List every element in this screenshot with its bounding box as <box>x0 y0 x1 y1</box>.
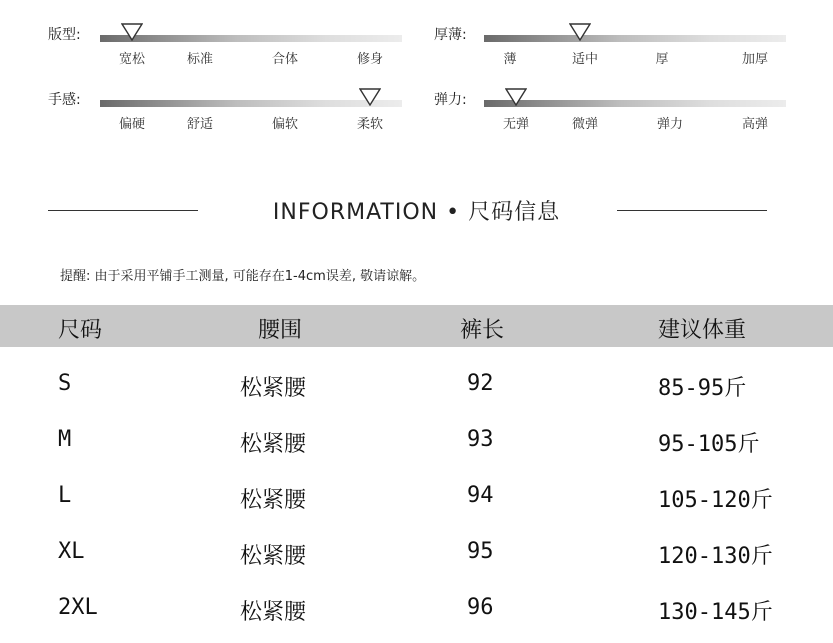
rating-feel <box>48 89 408 149</box>
length-cell: 92 <box>467 371 494 396</box>
rating-bar <box>484 100 786 107</box>
waist-cell: 松紧腰 <box>240 544 307 569</box>
divider-left <box>48 210 198 211</box>
measurement-note: 提醒: 由于采用平铺手工测量, 可能存在1-4cm误差, 敬请谅解。 <box>60 269 426 284</box>
size-cell: XL <box>58 539 85 564</box>
divider-right <box>617 210 767 211</box>
rating-bar <box>100 35 402 42</box>
length-cell: 95 <box>467 539 494 564</box>
rating-tick: 高弹 <box>741 117 769 132</box>
size-cell: 2XL <box>58 595 98 620</box>
rating-tick: 合体 <box>271 52 299 67</box>
table-row <box>0 411 833 467</box>
rating-tick: 适中 <box>571 52 599 67</box>
weight-cell: 105-120斤 <box>658 488 773 513</box>
rating-label: 手感: <box>48 92 81 108</box>
rating-tick: 无弹 <box>502 117 530 132</box>
weight-cell: 85-95斤 <box>658 376 747 401</box>
selected-marker-icon <box>121 23 143 41</box>
rating-thickness <box>434 24 794 84</box>
rating-tick: 偏软 <box>271 117 299 132</box>
rating-tick: 偏硬 <box>118 117 146 132</box>
table-row <box>0 355 833 411</box>
selected-marker-icon <box>569 23 591 41</box>
waist-cell: 松紧腰 <box>240 376 307 401</box>
size-cell: M <box>58 427 72 452</box>
header-size: 尺码 <box>58 318 103 343</box>
weight-cell: 120-130斤 <box>658 544 773 569</box>
header-weight: 建议体重 <box>658 318 747 343</box>
weight-cell: 95-105斤 <box>658 432 760 457</box>
information-title: INFORMATION • 尺码信息 <box>272 200 561 225</box>
rating-label: 厚薄: <box>434 27 467 43</box>
table-header <box>0 305 833 347</box>
rating-bar <box>484 35 786 42</box>
table-row <box>0 467 833 523</box>
selected-marker-icon <box>359 88 381 106</box>
waist-cell: 松紧腰 <box>240 600 307 625</box>
rating-tick: 薄 <box>503 52 517 67</box>
rating-elasticity <box>434 89 794 149</box>
header-waist: 腰围 <box>258 318 303 343</box>
table-row <box>0 523 833 579</box>
rating-label: 版型: <box>48 27 81 43</box>
rating-fit <box>48 24 408 84</box>
size-cell: L <box>58 483 72 508</box>
size-cell: S <box>58 371 72 396</box>
header-length: 裤长 <box>460 318 505 343</box>
rating-tick: 舒适 <box>186 117 214 132</box>
selected-marker-icon <box>505 88 527 106</box>
length-cell: 94 <box>467 483 494 508</box>
rating-tick: 加厚 <box>741 52 769 67</box>
rating-tick: 标准 <box>186 52 214 67</box>
rating-tick: 柔软 <box>356 117 384 132</box>
rating-label: 弹力: <box>434 92 467 108</box>
length-cell: 93 <box>467 427 494 452</box>
rating-tick: 宽松 <box>118 52 146 67</box>
rating-tick: 修身 <box>356 52 384 67</box>
rating-tick: 厚 <box>655 52 669 67</box>
waist-cell: 松紧腰 <box>240 488 307 513</box>
rating-tick: 微弹 <box>571 117 599 132</box>
length-cell: 96 <box>467 595 494 620</box>
rating-bar <box>100 100 402 107</box>
information-header <box>0 195 833 227</box>
rating-tick: 弹力 <box>656 117 684 132</box>
waist-cell: 松紧腰 <box>240 432 307 457</box>
weight-cell: 130-145斤 <box>658 600 773 625</box>
table-row <box>0 579 833 635</box>
